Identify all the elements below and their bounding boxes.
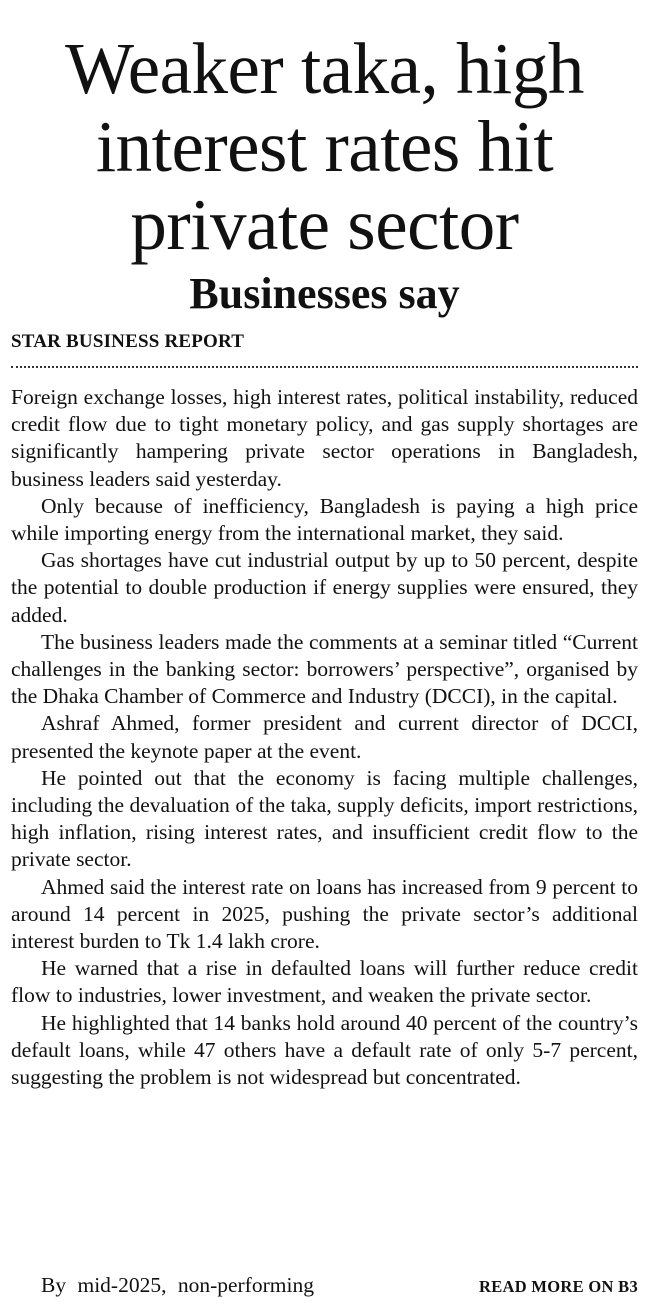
article-body bbox=[11, 384, 638, 1091]
headline-line-1: Weaker taka, high bbox=[65, 28, 584, 109]
paragraph: He highlighted that 14 banks hold around 40 percent of the country’s default loans, while 47 others have a default rate of only 5-7 percent, suggesting the problem is not widespread but concentrated. bbox=[11, 1010, 638, 1090]
paragraph: The business leaders made the comments at a seminar titled “Current challenges in the banking sector: borrowers’ perspective”, organised by the Dhaka Chamber of Commerce and Industry (DCCI), in the capital. bbox=[11, 629, 638, 709]
headline-line-3: private sector bbox=[130, 184, 519, 265]
kicker: Businesses say bbox=[189, 269, 460, 318]
read-more-jump[interactable]: READ MORE ON B3 bbox=[479, 1277, 638, 1296]
dotted-divider bbox=[11, 366, 638, 368]
paragraph: He warned that a rise in defaulted loans will further reduce credit flow to industries, lower investment, and weaken the private sector. bbox=[11, 956, 638, 1008]
headline-line-2: interest rates hit bbox=[95, 106, 554, 187]
paragraph: Ahmed said the interest rate on loans has increased from 9 percent to around 14 percent in 2025, pushing the private sector’s additional interest burden to Tk 1.4 lakh crore. bbox=[11, 874, 638, 954]
paragraph: Ashraf Ahmed, former president and current director of DCCI, presented the keynote paper at the event. bbox=[11, 711, 638, 763]
paragraph-fragment: By mid-2025, non-performing bbox=[41, 1273, 314, 1297]
article-continuation-line bbox=[11, 1272, 638, 1300]
byline: STAR BUSINESS REPORT bbox=[11, 331, 245, 352]
paragraph: Foreign exchange losses, high interest rates, political instability, reduced credit flow due to tight monetary policy, and gas supply shortages are significantly hampering private sector operations in Bangladesh, business leaders said yesterday. bbox=[11, 385, 638, 491]
paragraph: He pointed out that the economy is facing multiple challenges, including the devaluation of the taka, supply deficits, import restrictions, high inflation, rising interest rates, and insufficient credit flow to the private sector. bbox=[11, 765, 638, 872]
headline bbox=[0, 0, 649, 264]
paragraph: Only because of inefficiency, Bangladesh is paying a high price while importing energy from the international market, they said. bbox=[11, 493, 638, 546]
paragraph: Gas shortages have cut industrial output by up to 50 percent, despite the potential to double production if energy supplies were ensured, they added. bbox=[11, 548, 638, 627]
